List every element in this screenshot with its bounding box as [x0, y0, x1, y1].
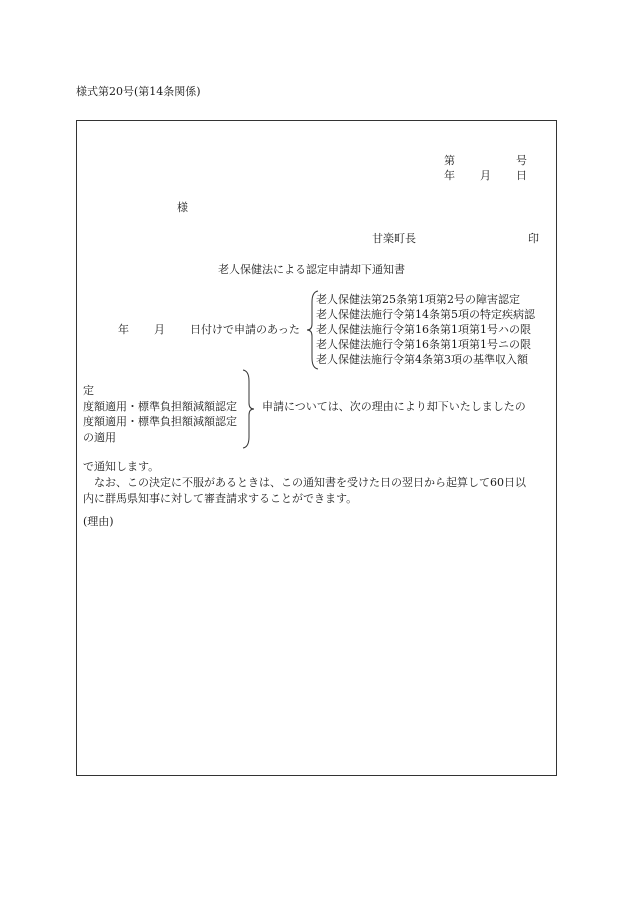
- right-brace: [241, 369, 255, 449]
- continuation-line-4: の適用: [83, 431, 116, 444]
- form-number: 様式第20号(第14条関係): [76, 85, 201, 98]
- decision-phrase: 申請については、次の理由により却下いたしましたの: [262, 400, 526, 413]
- issuer-title: 甘楽町長: [372, 232, 416, 245]
- continuation-line-3: 度額適用・標準負担額減額認定: [83, 415, 237, 428]
- date-day: 日: [516, 169, 527, 182]
- date-year: 年: [444, 169, 455, 182]
- reason-label: (理由): [83, 515, 114, 528]
- option-limit-ha: 老人保健法施行令第16条第1項第1号ハの限: [316, 323, 531, 336]
- number-suffix: 号: [516, 154, 527, 167]
- body-line-2: なお、この決定に不服があるときは、この通知書を受けた日の翌日から起算して60日以: [83, 476, 526, 489]
- body-line-3: 内に群馬県知事に対して審査請求することができます。: [83, 492, 358, 505]
- option-limit-ni: 老人保健法施行令第16条第1項第1号ニの限: [316, 338, 531, 351]
- notice-frame: [76, 120, 557, 776]
- date-month: 月: [480, 169, 491, 182]
- continuation-line-1: 定: [83, 384, 94, 397]
- document-title: 老人保健法による認定申請却下通知書: [218, 263, 405, 276]
- continuation-line-2: 度額適用・標準負担額減額認定: [83, 400, 237, 413]
- option-disability-certification: 老人保健法第25条第1項第2号の障害認定: [316, 293, 520, 306]
- body-line-1: で通知します。: [83, 460, 160, 473]
- number-prefix: 第: [444, 154, 455, 167]
- application-year: 年: [118, 323, 129, 336]
- seal-mark: 印: [528, 232, 539, 245]
- option-specified-disease-certification: 老人保健法施行令第14条第5項の特定疾病認: [316, 308, 535, 321]
- option-standard-income: 老人保健法施行令第4条第3項の基準収入額: [316, 353, 528, 366]
- addressee-honorific: 様: [177, 201, 188, 214]
- application-month: 月: [154, 323, 165, 336]
- application-date-phrase: 日付けで申請のあった: [190, 323, 300, 336]
